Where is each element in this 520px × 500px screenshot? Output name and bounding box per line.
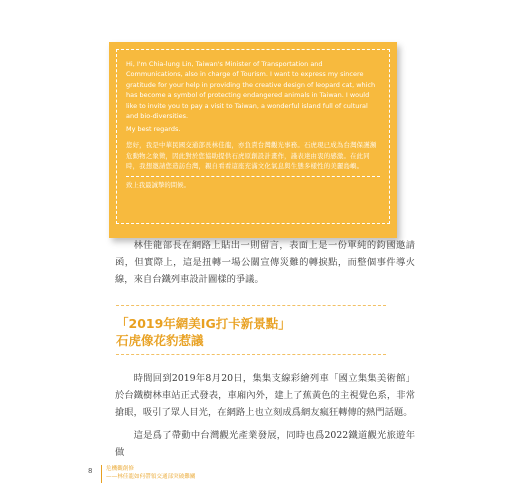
message-chinese: 您好，我是中華民國交通部長林佳龍，亦負責台灣觀光事務。石虎現已成為台灣保護瀕危動物之象徵，因此對於您協助提供石虎原創設計畫作，謹表達由衷的感激。在此同時，我想邀請您造訪台灣，親自看看這座充滿文化氣息與生態多樣性的美麗島嶼。	[126, 141, 377, 170]
message-english: Hi, I'm Chia-lung Lin, Taiwan's Minister of Transportation and Communications, also in charge of Tourism. I want to express my sincere gratitude for your help in providing the creative design of leopard cat, which has become a symbol of protecting endangered animals in Taiwan. I would like to invite you to pay a visit to Taiwan, a wonderful island full of cultural and bio-diversities.	[126, 60, 376, 121]
message-english-sign-off: My best regards.	[126, 125, 181, 134]
section-heading-line-1: 「2019年網美IG打卡新景點」	[116, 316, 291, 331]
section-heading-line-2: 石虎像花豹惹議	[116, 333, 204, 348]
minister-message-card	[109, 42, 397, 238]
message-divider	[126, 176, 380, 177]
message-chinese-sign-off: 致上我最誠摯的問候。	[126, 181, 190, 190]
running-title-line-2: ——林佳龍如何帶領交通部突破難關	[106, 474, 196, 480]
heading-rule-top	[116, 305, 386, 306]
body-paragraph-3: 這是爲了帶動中台灣觀光產業發展，同時也爲2022鐵道觀光旅遊年做	[115, 430, 415, 458]
running-title	[106, 465, 306, 481]
body-paragraph-2: 時間回到2019年8月20日，集集支線彩繪列車「國立集集美術館」於台鐵樹林車站正式發表，車廂內外，建上了蕉黃色的主視覺色系，非常搶眼，吸引了眾人目光，在網路上也立刻成爲網友瘋狂轉傳的熱門話題。	[115, 373, 415, 418]
body-paragraph-1: 林佳龍部長在網路上貼出一則留言，表面上是一份單純的鈞國邀請函，但實際上，這是扭轉一場公關宣傳災難的轉捩點，而整個事件導火線，來自台鐵列車設計圖樣的爭議。	[115, 240, 415, 285]
running-title-line-1: 危機觀創修	[106, 466, 134, 472]
section-heading	[116, 315, 386, 350]
message-card-border	[116, 49, 390, 224]
heading-rule-bottom	[116, 354, 386, 355]
footer-divider	[101, 465, 102, 483]
page-number: 8	[88, 467, 93, 475]
